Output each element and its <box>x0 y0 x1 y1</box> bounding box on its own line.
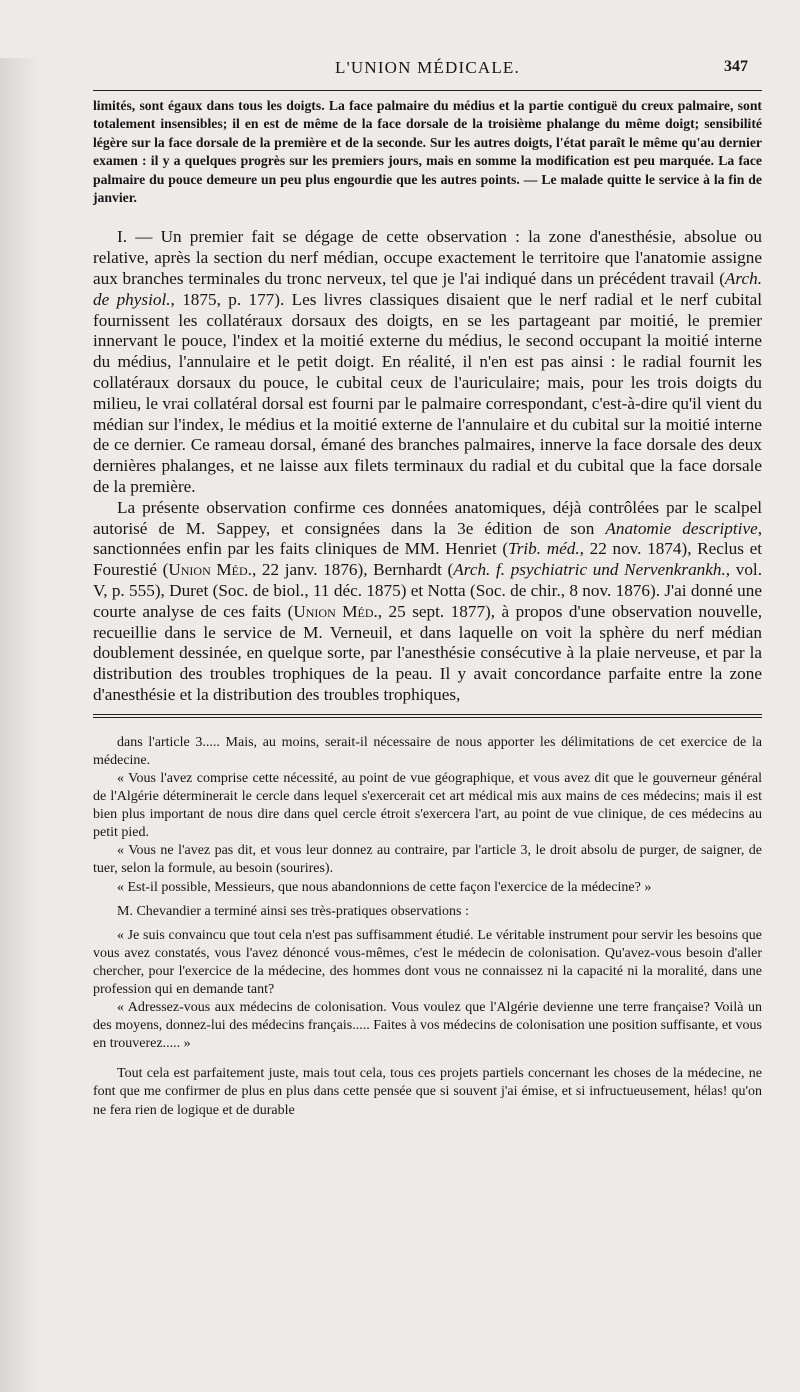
text-run: , 22 nov. 1874), Reclus et Fourestié ( <box>93 539 762 580</box>
text-run: , 22 janv. 1876), Bernhardt ( <box>251 560 454 580</box>
text-run: I. — Un premier fait se dégage de cette observation : la zone d'anesthésie, absolue ou relative, après la section du nerf médian, occupe exactement le territoire que l'anatomie assigne aux branches terminales du tronc nerveux, tel que je l'ai indiqué dans un précédent travail ( <box>93 227 762 289</box>
page <box>0 58 800 1392</box>
main-paragraph-2 <box>93 498 762 706</box>
feuilleton-paragraph: Tout cela est parfaitement juste, mais tout cela, tous ces projets partiels concernant les choses de la médecine, ne font que me confirmer de plus en plus dans cette pensée que si souvent j'ai émise, et si infructueusement, hélas! qu'on ne fera rien de logique et de durable <box>93 1066 762 1118</box>
feuilleton-paragraph: « Vous l'avez comprise cette nécessité, au point de vue géographique, et vous avez dit que le gouverneur général de l'Algérie déterminerait le cercle dans lequel s'exercerait cet art médical mis aux mains de ces médecins; mais il est bien plus important de nous dire dans quel cercle étroit s'exercera l'art, au point de vue clinique, de ces médecins au petit pied. <box>93 770 762 841</box>
feuilleton-paragraph: dans l'article 3..... Mais, au moins, serait-il nécessaire de nous apporter les délimitations de cet exercice de la médecine. <box>93 734 762 768</box>
feuilleton-separator <box>93 714 762 720</box>
main-text-section <box>93 227 762 705</box>
feuilleton-paragraph: M. Chevandier a terminé ainsi ses très-pratiques observations : <box>117 903 469 919</box>
text-run: , 1875, p. 177). Les livres classiques disaient que le nerf radial et le nerf cubital fournissent les collatéraux dorsaux des doigts, en se les partageant par moitié, le premier innervant le pouce, l'index et la moitié externe du médius, le second occupant la moitié interne du médius, l'annulaire et le petit doigt. En réalité, il n'en est pas ainsi : le radial fournit les collatéraux dorsaux du pouce, le cubital ceux de l'auriculaire; mais, pour les trois doigts du milieu, le vrai collatéral dorsal est fourni par le palmaire correspondant, c'est-à-dire qu'il vient du médian sur l'index, le médius et la moitié externe de l'annulaire et du cubital sur la moitié interne de ce dernier. Ce rameau dorsal, émané des branches palmaires, innerve la face dorsale des deux dernières phalanges, et ne laisse aux filets terminaux du radial et du cubital que la face dorsale de la première. <box>93 289 762 496</box>
journal-smallcaps: Union Méd. <box>293 601 378 621</box>
text-run: , 25 sept. 1877), à propos d'une observation nouvelle, recueillie dans le service de M. Verneuil, et dans laquelle on voit la sphère du nerf médian doublement dessinée, en quelque sorte, par l'anesthésie consécutive à la plaie nerveuse, et par la distribution des troubles trophiques de la peau. Il y avait concordance parfaite entre la zone d'anesthésie et la distribution des troubles trophiques, <box>93 601 762 704</box>
citation-italic: Arch. de physiol. <box>93 269 762 309</box>
journal-smallcaps: Union Méd. <box>168 560 252 580</box>
observation-paragraph: limités, sont égaux dans tous les doigts. La face palmaire du médius et la partie contiguë du creux palmaire, sont totalement insensibles; il en est de même de la face dorsale de la troisième phalange du même doigt; sensibilité légère sur la face dorsale de la première et de la seconde. Sur les autres doigts, l'état paraît le même qu'au dernier examen : il y a quelques progrès sur les premiers jours, mais en somme la modification est peu marquée. La face palmaire du pouce demeure un peu plus engourdie que les autres points. — Le malade quitte le service à la fin de janvier. <box>93 98 762 206</box>
feuilleton-paragraph: « Est-il possible, Messieurs, que nous abandonnions de cette façon l'exercice de la médecine? » <box>117 879 652 895</box>
feuilleton-section <box>93 734 762 1120</box>
running-title: L'UNION MÉDICALE. <box>335 58 520 77</box>
feuilleton-paragraph: « Je suis convaincu que tout cela n'est pas suffisamment étudié. Le véritable instrument pour servir les besoins que vous avez constatés, vous l'avez dénoncé vous-mêmes, c'est le médecin de colonisation. Qu'avez-vous besoin d'aller chercher, pour l'exercice de la médecine, des hommes dont vous ne connaissez ni la capacité ni la moralité, dans une profession qui en demande tant? <box>93 927 762 997</box>
citation-italic: Arch. f. psychiatric und Nervenkrankh. <box>453 560 726 580</box>
page-header <box>93 58 762 88</box>
citation-italic: Trib. méd. <box>508 539 580 559</box>
main-paragraph-1 <box>93 227 762 497</box>
feuilleton-paragraph: « Adressez-vous aux médecins de colonisation. Vous voulez que l'Algérie devienne une terre française? Voilà un des moyens, donnez-lui des médecins français..... Faites à vos médecins de colonisation une position suffisante, et vous en trouverez..... » <box>93 1000 762 1052</box>
page-number: 347 <box>724 58 748 75</box>
feuilleton-paragraph: « Vous ne l'avez pas dit, et vous leur donnez au contraire, par l'article 3, le droit absolu de purger, de saigner, de tuer, selon la formule, au besoin (sourires). <box>93 843 762 877</box>
text-run: , sanctionnées enfin par les faits cliniques de MM. Henriet ( <box>93 518 762 559</box>
header-rule <box>93 90 762 91</box>
citation-italic: Anatomie descriptive <box>605 518 758 538</box>
text-run: La présente observation confirme ces données anatomiques, déjà contrôlées par le scalpel autorisé de M. Sappey, et consignées dans la 3e édition de son <box>93 497 762 538</box>
page-gutter-shadow <box>0 58 40 1392</box>
observation-section <box>93 97 762 207</box>
text-run: , vol. V, p. 555), Duret (Soc. de biol., 11 déc. 1875) et Notta (Soc. de chir., 8 nov. 1876). J'ai donné une courte analyse de ces faits ( <box>93 560 762 621</box>
